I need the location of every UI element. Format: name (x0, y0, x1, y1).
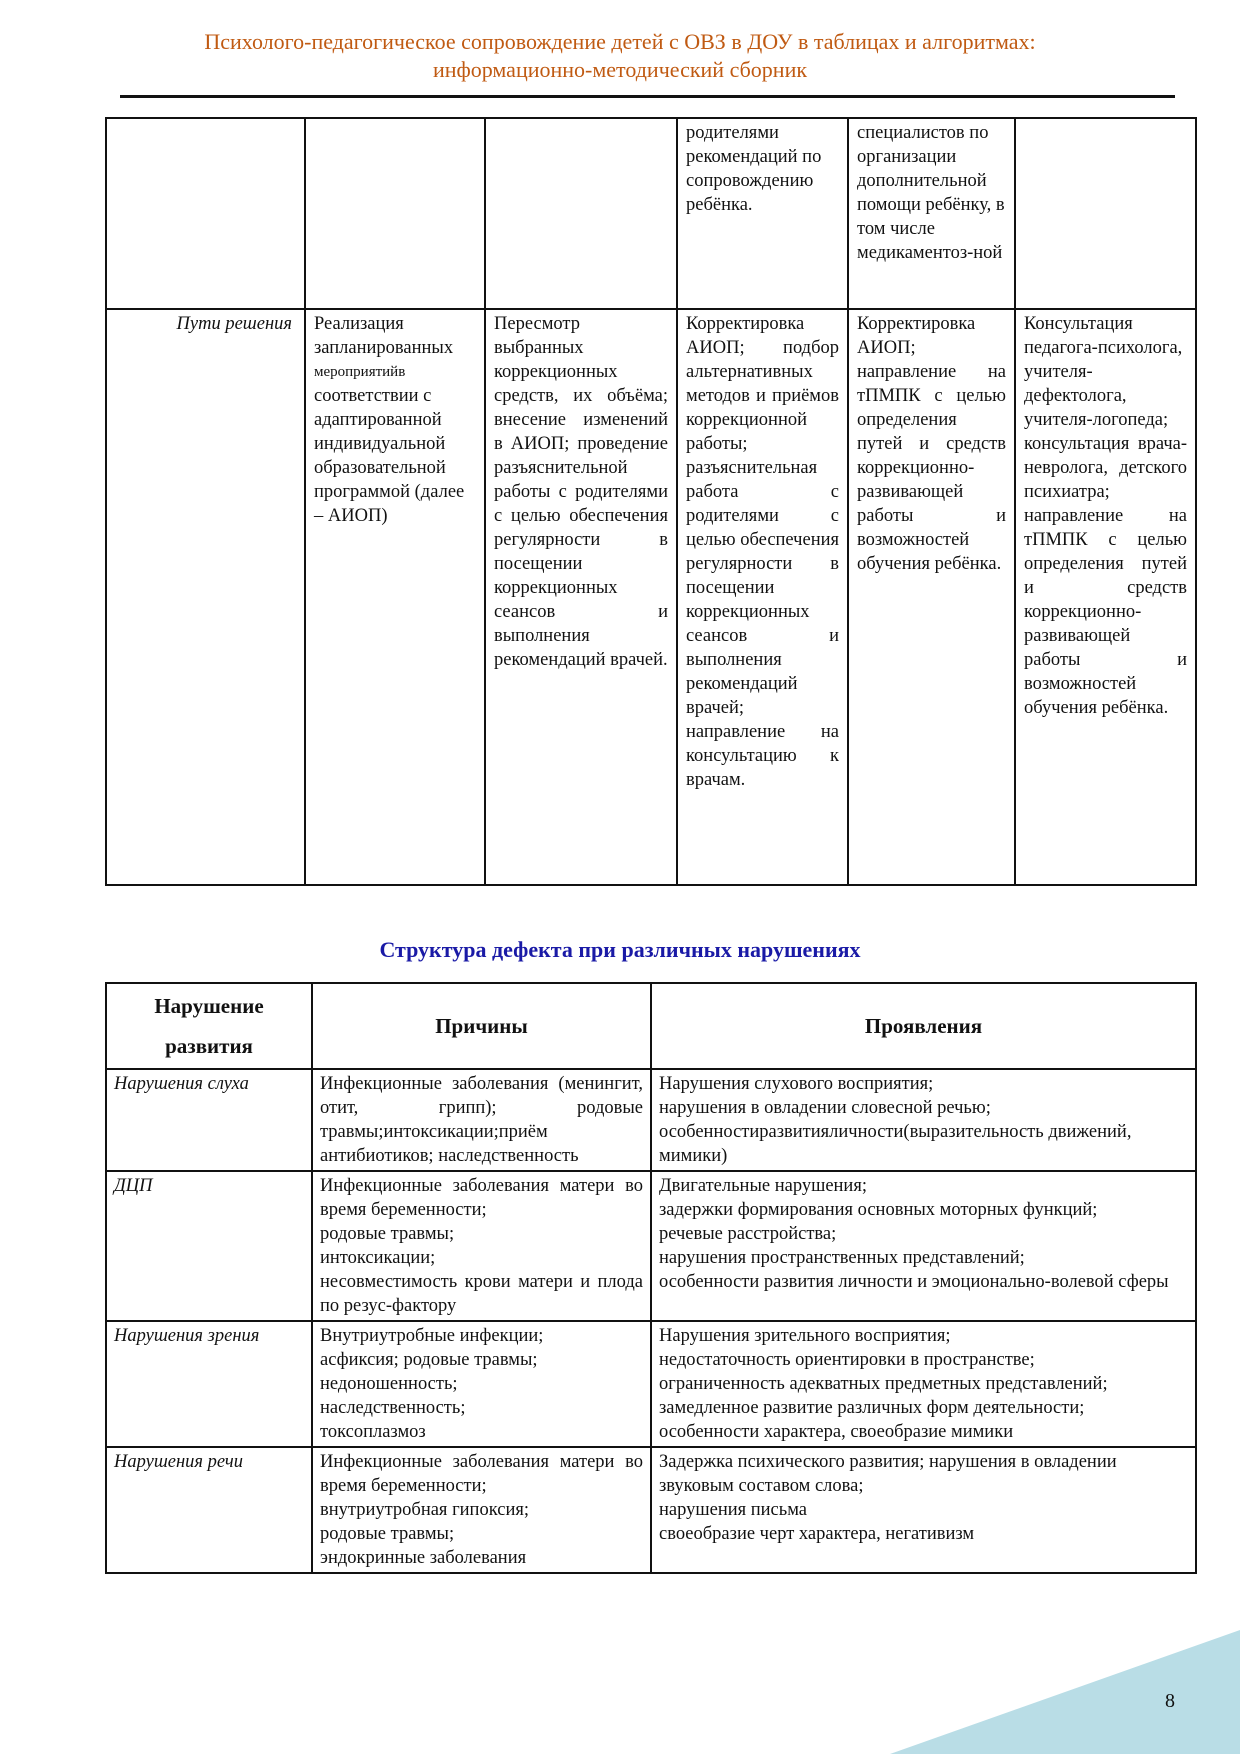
cell-line: Инфекционные заболевания матери во время беременности; (320, 1452, 643, 1496)
signs-cell (651, 1171, 1196, 1321)
section-title: Структура дефекта при различных нарушениях (379, 937, 861, 962)
cell-line: речевые расстройства; (659, 1224, 837, 1244)
cell-line: особенностиразвитияличности(выразительность движений, мимики) (659, 1122, 1132, 1166)
cell-text: соответствии с адаптированной индивидуальной образовательной программой (далее – АИОП) (314, 386, 465, 526)
defect-structure-table (105, 982, 1197, 1574)
cell-line: ограниченность адекватных предметных представлений; (659, 1374, 1108, 1394)
corner-decoration (890, 1630, 1240, 1754)
table-row (106, 1171, 1196, 1321)
causes-cell (312, 1321, 651, 1447)
cell-line: нарушения в овладении словесной речью; (659, 1098, 991, 1118)
cell-line: родовые травмы; (320, 1524, 455, 1544)
cell-line: Задержка психического развития; нарушения в овладении звуковым составом слова; (659, 1452, 1117, 1496)
header-causes: Причины (312, 983, 651, 1069)
causes-cell (312, 1447, 651, 1573)
causes-cell (312, 1171, 651, 1321)
table-cell: Корректировка АИОП; направление на тПМПК с целью определения путей и средств коррекционно-развивающей работы и возможностей обучения ребёнка. (848, 309, 1015, 885)
cell-line: несовместимость крови матери и плода по резус-фактору (320, 1272, 643, 1316)
cell-line: Нарушения слухового восприятия; (659, 1074, 934, 1094)
cell-line: асфиксия; родовые травмы; (320, 1350, 538, 1370)
row-label: ДЦП (106, 1171, 312, 1321)
cell-line: особенности развития личности и эмоционально-волевой сферы (659, 1272, 1169, 1292)
cell-line: Внутриутробные инфекции; (320, 1326, 544, 1346)
table-cell (305, 118, 485, 309)
cell-line: токсоплазмоз (320, 1422, 426, 1442)
cell-line: своеобразие черт характера, негативизм (659, 1524, 975, 1544)
header-line-1: Психолого-педагогическое сопровождение детей с ОВЗ в ДОУ в таблицах и алгоритмах: (204, 29, 1036, 54)
cell-text-small: мероприятийв (314, 364, 406, 380)
header-signs: Проявления (651, 983, 1196, 1069)
table-row (106, 1069, 1196, 1171)
header-disorder: Нарушение развития (106, 983, 312, 1069)
page-number: 8 (1165, 1690, 1175, 1712)
table-row (106, 1321, 1196, 1447)
table-cell (305, 309, 485, 885)
cell-line: родовые травмы; (320, 1224, 455, 1244)
cell-line: замедленное развитие различных форм деятельности; (659, 1398, 1085, 1418)
row-label: Нарушения речи (106, 1447, 312, 1573)
table-cell: специалистов по организации дополнительной помощи ребёнку, в том числе медикаментоз-ной (848, 118, 1015, 309)
cell-line: нарушения письма (659, 1500, 807, 1520)
cell-line: недоношенность; (320, 1374, 458, 1394)
table-cell: Консультация педагога-психолога, учителя-дефектолога, учителя-логопеда; консультация врача-невролога, детского психиатра; направление на тПМПК с целью определения путей и средств коррекционно-развивающей работы и возможностей обучения ребёнка. (1015, 309, 1196, 885)
header-line-2: информационно-методический сборник (432, 57, 808, 82)
cell-line: эндокринные заболевания (320, 1548, 527, 1568)
cell-text: Реализация запланированных (314, 314, 454, 358)
row-label: Нарушения зрения (106, 1321, 312, 1447)
signs-cell (651, 1447, 1196, 1573)
cell-line: внутриутробная гипоксия; (320, 1500, 529, 1520)
table-cell: Пересмотр выбранных коррекционных средств, их объёма; внесение изменений в АИОП; проведение разъяснительной работы с родителями с целью обеспечения регулярности в посещении коррекционных сеансов и выполнения рекомендаций врачей. (485, 309, 677, 885)
table-cell: родителями рекомендаций по сопровождению ребёнка. (677, 118, 848, 309)
table-cell (485, 118, 677, 309)
cell-line: недостаточность ориентировки в пространстве; (659, 1350, 1035, 1370)
cell-line: наследственность; (320, 1398, 466, 1418)
cell-line: Двигательные нарушения; (659, 1176, 867, 1196)
signs-cell (651, 1321, 1196, 1447)
table-row (106, 309, 1196, 885)
table-row (106, 1447, 1196, 1573)
cell-line: Нарушения зрительного восприятия; (659, 1326, 951, 1346)
solutions-table (105, 117, 1197, 886)
cell-line: особенности характера, своеобразие мимики (659, 1422, 1014, 1442)
row-label-solutions: Пути решения (106, 309, 305, 885)
header-rule (120, 95, 1175, 98)
cell-line: интоксикации; (320, 1248, 436, 1268)
row-label: Нарушения слуха (106, 1069, 312, 1171)
cell-line: нарушения пространственных представлений; (659, 1248, 1025, 1268)
table-header-row (106, 983, 1196, 1069)
cell-line: Инфекционные заболевания (менингит, отит, грипп); родовые травмы;интоксикации;приём антибиотиков; наследственность (320, 1074, 643, 1166)
table-row (106, 118, 1196, 309)
cell-line: Инфекционные заболевания матери во время беременности; (320, 1176, 643, 1220)
signs-cell (651, 1069, 1196, 1171)
causes-cell (312, 1069, 651, 1171)
cell-line: задержки формирования основных моторных функций; (659, 1200, 1098, 1220)
table-cell: Корректировка АИОП; подбор альтернативных методов и приёмов коррекционной работы; разъяснительная работа с родителями с целью обеспечения регулярности в посещении коррекционных сеансов и выполнения рекомендаций врачей; направление на консультацию к врачам. (677, 309, 848, 885)
table-cell (1015, 118, 1196, 309)
table-cell (106, 118, 305, 309)
running-header (0, 28, 1240, 84)
